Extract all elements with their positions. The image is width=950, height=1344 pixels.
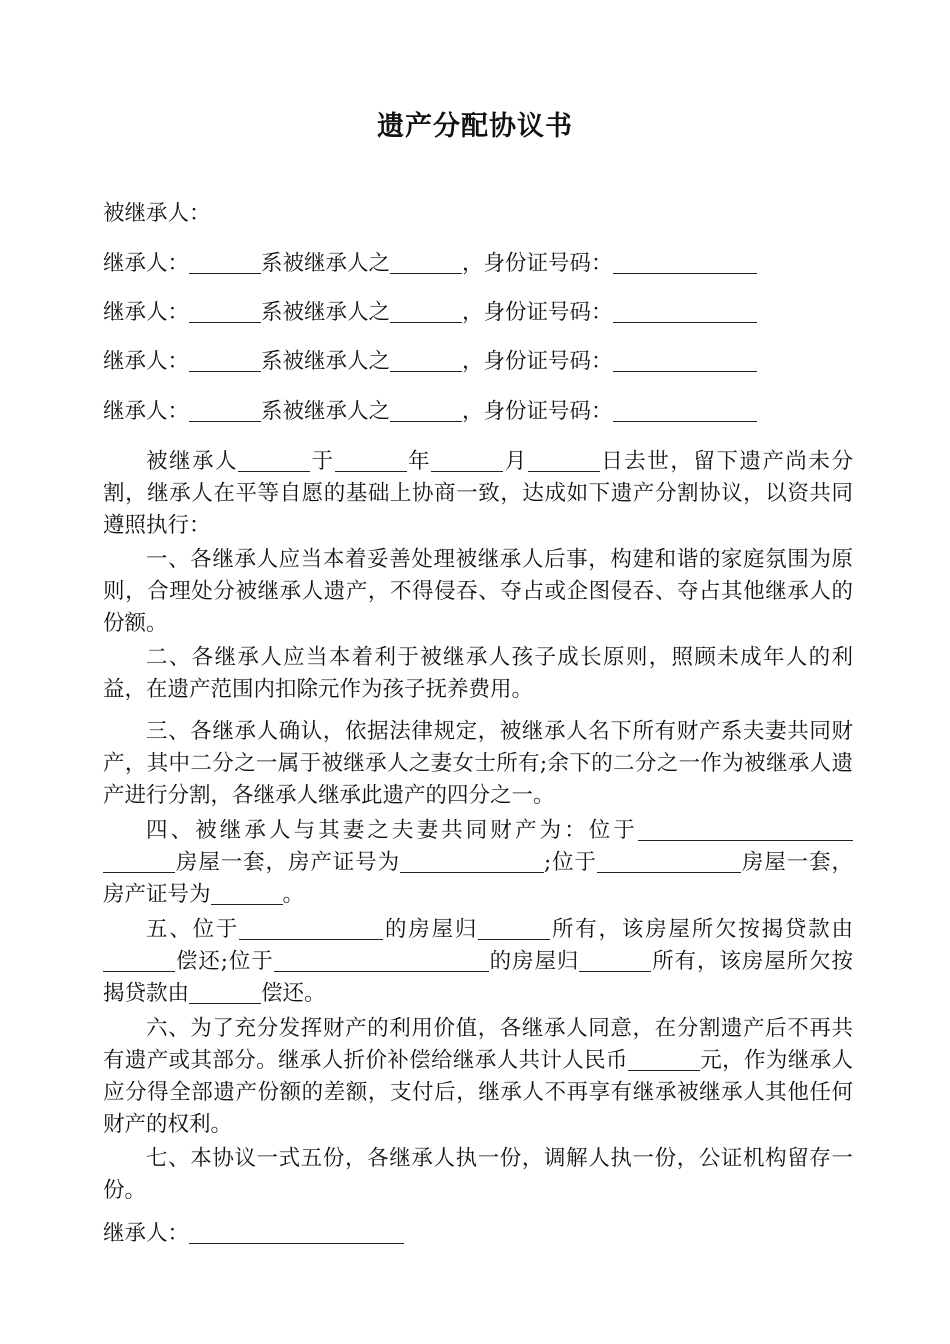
heir-name-blank[interactable]	[189, 399, 261, 422]
signature-line	[103, 1218, 853, 1250]
article-4-text: 房屋一套，房产证号为	[103, 850, 853, 907]
article-1	[103, 544, 853, 640]
heir-id-label: ，身份证号码：	[462, 399, 613, 424]
intro-text: 日去世，留下遗产尚未分割，继承人在平等自愿的基础上协商一致，达成如下遗产分割协议，以资共同遵照执行：	[103, 449, 853, 538]
intro-text: 月	[503, 449, 528, 474]
repayer-blank[interactable]	[189, 981, 261, 1004]
month-blank[interactable]	[431, 449, 503, 472]
heir-relation-label: 系被继承人之	[261, 349, 391, 374]
heir-relation-blank[interactable]	[390, 399, 462, 422]
repayer-blank[interactable]	[103, 949, 175, 972]
heir-label: 继承人：	[103, 251, 190, 276]
heir-id-blank[interactable]	[613, 399, 757, 422]
heir-relation-label: 系被继承人之	[261, 300, 391, 325]
signature-blank[interactable]	[189, 1221, 404, 1244]
heir-label: 继承人：	[103, 300, 190, 325]
heir-id-blank[interactable]	[613, 251, 757, 274]
property-location-blank[interactable]	[638, 818, 853, 841]
intro-text: 年	[406, 449, 432, 474]
article-7	[103, 1143, 853, 1207]
heir-line	[103, 346, 853, 378]
article-5-text: 所有，该房屋所欠按揭贷款由	[550, 917, 853, 942]
article-4-text: 房屋一套，房产证号为	[175, 850, 400, 875]
heir-name-blank[interactable]	[189, 349, 261, 372]
article-3	[103, 716, 853, 812]
article-5-text: 的房屋归	[488, 949, 580, 974]
article-4-text: 。	[282, 882, 305, 907]
heir-id-label: ，身份证号码：	[462, 300, 613, 325]
heir-name-blank[interactable]	[189, 251, 261, 274]
decedent-line	[103, 198, 853, 230]
owner-blank[interactable]	[579, 949, 651, 972]
heir-line	[103, 396, 853, 428]
article-7-text: 七、本协议一式五份，各继承人执一份，调解人执一份，公证机构留存一份。	[103, 1146, 853, 1203]
article-5	[103, 914, 853, 1010]
article-2-text: 二、各继承人应当本着利于被继承人孩子成长原则，照顾未成年人的利益，在遗产范围内扣除元作为孩子抚养费用。	[103, 645, 853, 702]
heir-label: 继承人：	[103, 349, 190, 374]
signature-label: 继承人：	[103, 1221, 190, 1246]
article-5-text: 所有，该房屋所欠按揭贷款由	[103, 949, 853, 1006]
owner-blank[interactable]	[478, 917, 550, 940]
article-6-text: 元，作为继承人应分得全部遗产份额的差额，支付后，继承人不再享有继承被继承人其他任何财产的权利。	[103, 1048, 853, 1137]
heir-id-label: ，身份证号码：	[462, 251, 613, 276]
article-6	[103, 1013, 853, 1141]
heir-id-label: ，身份证号码：	[462, 349, 613, 374]
heir-relation-label: 系被继承人之	[261, 251, 391, 276]
article-5-text: 五、位于	[146, 917, 240, 942]
decedent-name-blank[interactable]	[238, 449, 310, 472]
article-6-text: 六、为了充分发挥财产的利用价值，各继承人同意，在分割遗产后不再共有遗产或其部分。继承人折价补偿给继承人共计人民币	[103, 1016, 853, 1073]
amount-blank[interactable]	[628, 1048, 700, 1071]
day-blank[interactable]	[528, 449, 600, 472]
heir-line	[103, 248, 853, 280]
article-3-text: 三、各继承人确认，依据法律规定，被继承人名下所有财产系夫妻共同财产，其中二分之一属于被继承人之妻女士所有;余下的二分之一作为被继承人遗产进行分割，各继承人继承此遗产的四分之一。	[103, 719, 853, 808]
heir-label: 继承人：	[103, 399, 190, 424]
article-4	[103, 815, 853, 911]
article-4-text: 四、被继承人与其妻之夫妻共同财产为：位于	[146, 818, 638, 843]
article-5-text: 偿还。	[261, 981, 326, 1006]
heir-relation-blank[interactable]	[390, 300, 462, 323]
heir-id-blank[interactable]	[613, 300, 757, 323]
property-location-blank[interactable]	[103, 850, 175, 873]
heir-line	[103, 297, 853, 329]
year-blank[interactable]	[335, 449, 407, 472]
article-2	[103, 642, 853, 706]
property-location-blank[interactable]	[597, 850, 741, 873]
heir-relation-label: 系被继承人之	[261, 399, 391, 424]
heir-id-blank[interactable]	[613, 349, 757, 372]
heir-relation-blank[interactable]	[390, 251, 462, 274]
article-5-text: 偿还;位于	[175, 949, 274, 974]
heir-name-blank[interactable]	[189, 300, 261, 323]
decedent-label: 被继承人：	[103, 201, 211, 226]
heir-relation-blank[interactable]	[390, 349, 462, 372]
article-5-text: 的房屋归	[383, 917, 479, 942]
intro-paragraph	[103, 446, 853, 542]
intro-text: 于	[310, 449, 335, 474]
property-cert-blank[interactable]	[400, 850, 544, 873]
article-1-text: 一、各继承人应当本着妥善处理被继承人后事，构建和谐的家庭氛围为原则，合理处分被继承人遗产，不得侵吞、夺占或企图侵吞、夺占其他继承人的份额。	[103, 547, 853, 636]
intro-text: 被继承人	[146, 449, 239, 474]
property-location-blank[interactable]	[239, 917, 383, 940]
article-4-text: ;位于	[543, 850, 597, 875]
property-location-blank[interactable]	[274, 949, 489, 972]
document-title: 遗产分配协议书	[377, 111, 573, 142]
property-cert-blank[interactable]	[211, 882, 283, 905]
